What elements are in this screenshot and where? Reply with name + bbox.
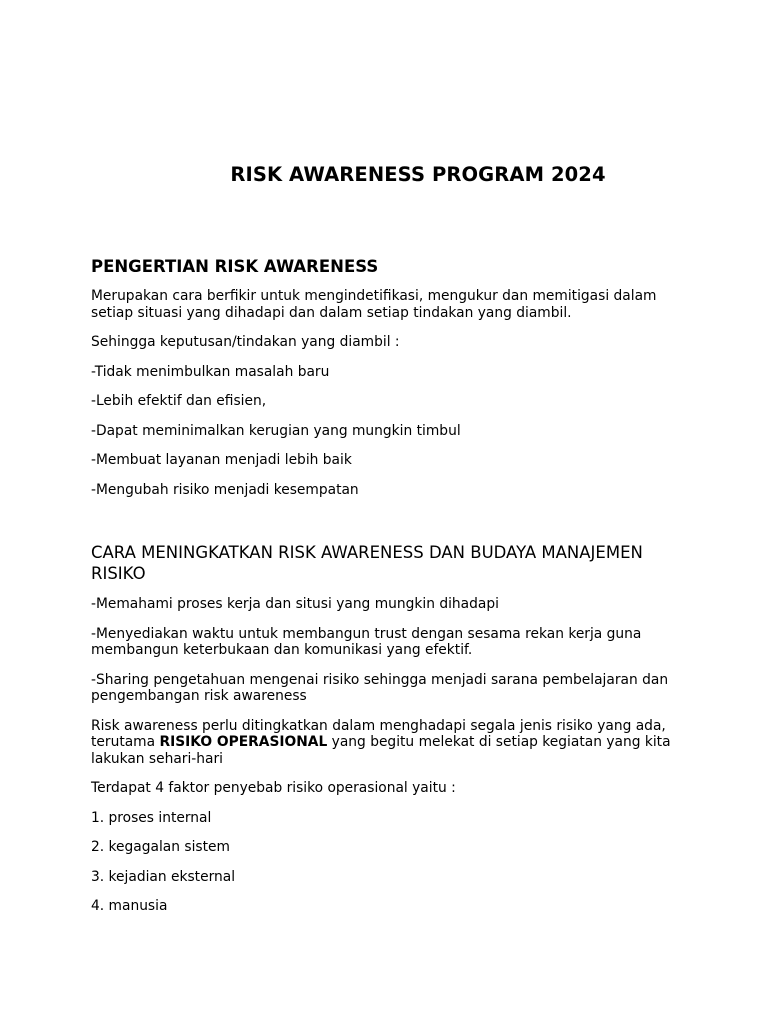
list-item: -Membuat layanan menjadi lebih baik [91, 452, 352, 468]
section-lead: Sehingga keputusan/tindakan yang diambil : [91, 334, 400, 350]
section-heading: CARA MENINGKATKAN RISK AWARENESS DAN BUDAYA MANAJEMEN RISIKO [91, 543, 643, 583]
emphasis-text: RISIKO OPERASIONAL [159, 734, 328, 750]
risk-paragraph-text: yang begitu melekat di setiap kegiatan yang kita lakukan sehari-hari [91, 734, 671, 767]
section-heading: PENGERTIAN RISK AWARENESS [91, 257, 379, 276]
factor-item: 4. manusia [91, 898, 168, 914]
risk-paragraph [91, 718, 681, 768]
list-item: -Tidak menimbulkan masalah baru [91, 363, 330, 380]
risk-paragraph-text: Risk awareness perlu ditingkatkan dalam menghadapi segala jenis risiko yang ada, terutama [91, 717, 666, 750]
section-intro: Merupakan cara berfikir untuk mengindetifikasi, mengukur dan memitigasi dalam setiap situasi yang dihadapi dan dalam setiap tindakan yang diambil. [91, 288, 657, 321]
factor-item: 3. kejadian eksternal [91, 868, 236, 885]
factors-lead: Terdapat 4 faktor penyebab risiko operasional yaitu : [91, 780, 456, 796]
section-cara-meningkatkan [91, 542, 681, 928]
list-item: -Sharing pengetahuan mengenai risiko sehingga menjadi sarana pembelajaran dan pengembangan risk awareness [91, 671, 669, 704]
factor-item: 1. proses internal [91, 809, 212, 826]
list-item: -Lebih efektif dan efisien, [91, 393, 267, 409]
list-item: -Memahami proses kerja dan situsi yang mungkin dihadapi [91, 596, 499, 612]
section-pengertian [91, 256, 681, 511]
list-item: -Menyediakan waktu untuk membangun trust dengan sesama rekan kerja guna membangun keterbukaan dan komunikasi yang efektif. [91, 625, 642, 658]
document-title: RISK AWARENESS PROGRAM 2024 [230, 163, 606, 186]
list-item: -Dapat meminimalkan kerugian yang mungkin timbul [91, 422, 461, 439]
factor-item: 2. kegagalan sistem [91, 839, 230, 855]
list-item: -Mengubah risiko menjadi kesempatan [91, 481, 359, 498]
